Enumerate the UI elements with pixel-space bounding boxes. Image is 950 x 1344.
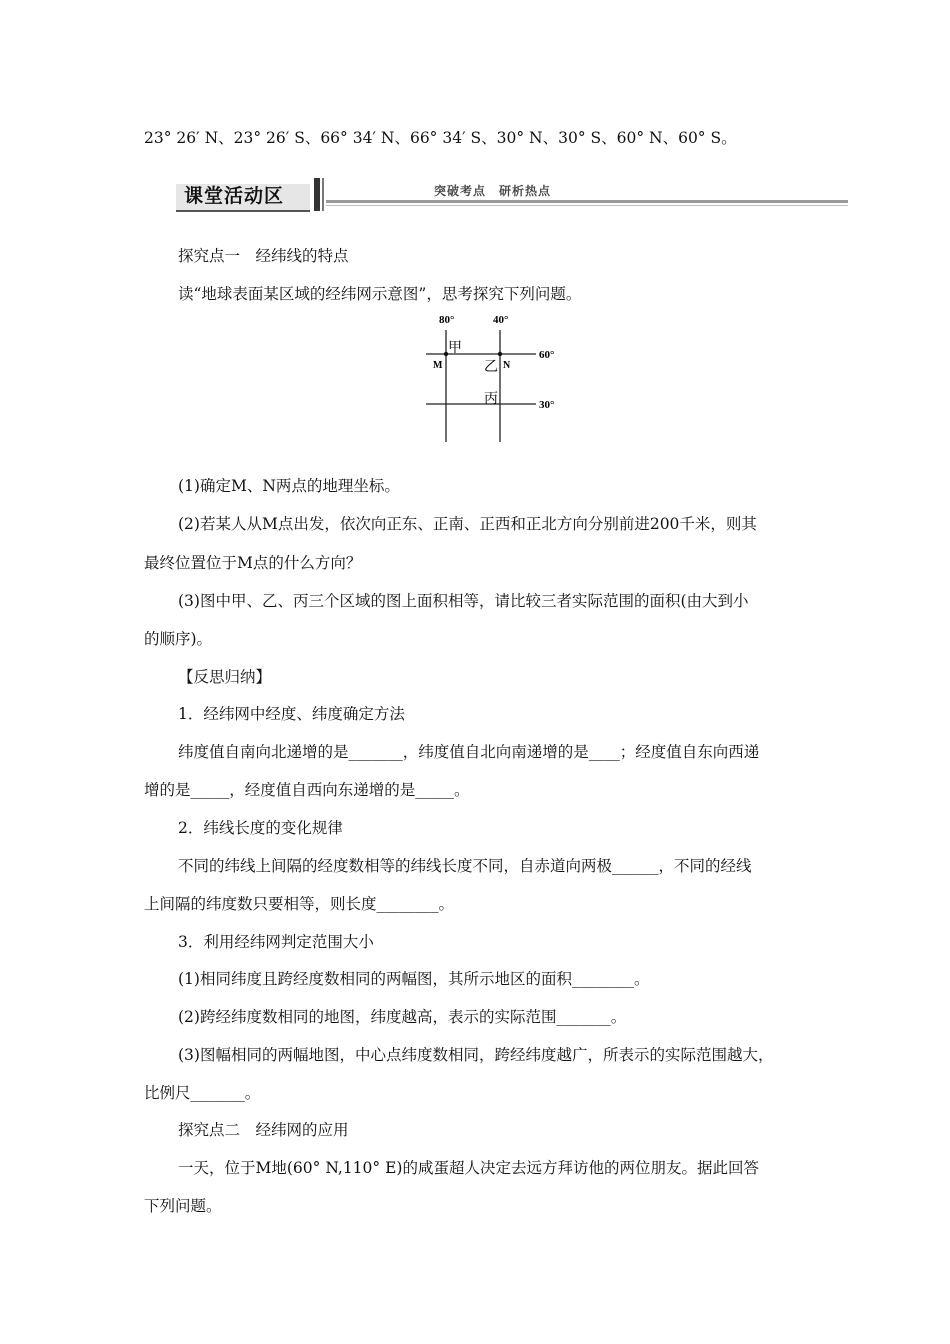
banner-rule <box>326 200 848 203</box>
question-3-line2: 的顺序)。 <box>144 630 213 648</box>
point-n-marker <box>498 352 502 356</box>
banner-rule-thin <box>326 205 848 206</box>
graticule-diagram <box>420 308 570 444</box>
latitude-list-line: 23° 26′ N、23° 26′ S、66° 34′ N、66° 34′ S、30° N、30° S、60° N、60° S。 <box>144 129 737 147</box>
section1-intro: 读“地球表面某区域的经纬网示意图”，思考探究下列问题。 <box>178 285 582 303</box>
reflection-point3-item3-line2: 比例尺_______。 <box>144 1084 261 1102</box>
lat-label-bottom: 30° <box>539 399 555 411</box>
section2-text-line1: 一天，位于M地(60° N,110° E)的咸蛋超人决定去远方拜访他的两位朋友。据此回答 <box>178 1159 759 1177</box>
reflection-point3-item2: (2)跨经纬度数相同的地图，纬度越高，表示的实际范围_______。 <box>178 1008 627 1026</box>
region-yi: 乙 <box>484 360 498 375</box>
reflection-point3-item3-line1: (3)图幅相同的两幅地图，中心点纬度数相同，跨经纬度越广，所表示的实际范围越大， <box>178 1046 774 1064</box>
question-2-line2: 最终位置位于M点的什么方向？ <box>144 554 362 572</box>
region-jia: 甲 <box>448 341 462 356</box>
section2-text-line2: 下列问题。 <box>144 1197 222 1215</box>
reflection-heading: 【反思归纳】 <box>178 668 272 686</box>
section1-heading: 探究点一 经纬线的特点 <box>178 247 349 265</box>
banner-tag: 课堂活动区 <box>184 185 285 207</box>
lon-label-left: 80° <box>439 314 455 326</box>
reflection-point2-line1: 不同的纬线上间隔的经度数相等的纬线长度不同，自赤道向两极______，不同的经线 <box>178 857 752 875</box>
reflection-point1-title: 1．经纬网中经度、纬度确定方法 <box>178 705 405 723</box>
question-3-line1: (3)图中甲、乙、丙三个区域的图上面积相等，请比较三者实际范围的面积(由大到小 <box>178 592 749 610</box>
section2-heading: 探究点二 经纬网的应用 <box>178 1121 349 1139</box>
section-banner <box>176 176 848 212</box>
banner-divider-thin <box>322 178 324 211</box>
point-n-label: N <box>503 360 511 371</box>
reflection-point1-line1: 纬度值自南向北递增的是_______，纬度值自北向南递增的是____；经度值自东向西递 <box>178 743 760 761</box>
banner-subtitle: 突破考点 研析热点 <box>434 184 552 198</box>
reflection-point2-line2: 上间隔的纬度数只要相等，则长度________。 <box>144 895 455 913</box>
reflection-point3-item1: (1)相同纬度且跨经度数相同的两幅图，其所示地区的面积________。 <box>178 970 650 988</box>
reflection-point3-title: 3．利用经纬网判定范围大小 <box>178 933 374 951</box>
question-1: (1)确定M、N两点的地理坐标。 <box>178 477 400 495</box>
region-bing: 丙 <box>484 392 498 407</box>
banner-divider <box>314 178 320 211</box>
lat-label-top: 60° <box>539 349 555 361</box>
reflection-point2-title: 2．纬线长度的变化规律 <box>178 819 343 837</box>
question-2-line1: (2)若某人从M点出发，依次向正东、正南、正西和正北方向分别前进200千米，则其 <box>178 515 757 533</box>
point-m-label: M <box>433 360 443 371</box>
reflection-point1-line2: 增的是_____，经度值自西向东递增的是_____。 <box>144 781 470 799</box>
lon-label-right: 40° <box>493 314 509 326</box>
